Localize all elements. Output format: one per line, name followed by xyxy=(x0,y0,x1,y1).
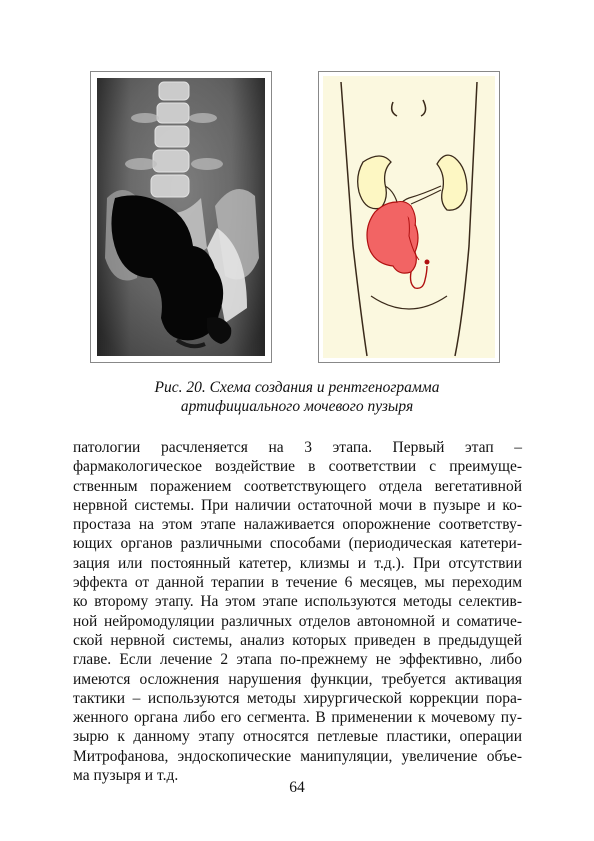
figures-row xyxy=(0,0,594,380)
xray-image-icon xyxy=(97,78,265,356)
text-line: женного органа либо его сегмента. В применении к мочевому пу- xyxy=(73,709,522,727)
text-line: главе. Если лечение 2 этапа по-прежнему не эффективно, либо xyxy=(73,651,522,669)
text-line: Митрофанова, эндоскопические манипуляции, увеличение объе- xyxy=(73,747,522,765)
caption-line: Рис. 20. Схема создания и рентгенограмма xyxy=(154,379,440,396)
text-line: ственным поражением соответствующего отдела вегетативной xyxy=(73,477,522,495)
text-line: имеются осложнения нарушения функции, требуется активация xyxy=(73,670,522,688)
caption-line: артифициального мочевого пузыря xyxy=(180,398,414,415)
text-line: патологии расчленяется на 3 этапа. Первый этап – xyxy=(73,439,522,456)
text-line: ской нервной системы, анализ которых приведен в предыдущей xyxy=(73,631,522,649)
text-line: ма пузыря и т.д. xyxy=(73,767,179,785)
page-number: 64 xyxy=(289,779,305,796)
text-line: ющих органов различными способами (периодическая катетери- xyxy=(73,535,522,553)
text-line: ной нейромодуляции различных отделов автономной и соматиче- xyxy=(73,612,522,630)
text-line: ко второму этапу. На этом этапе используются методы селектив- xyxy=(73,593,522,611)
body-paragraph xyxy=(73,438,522,785)
figure-caption xyxy=(0,378,594,416)
text-line: зырю к данному этапу относятся петлевые пластики, операции xyxy=(73,728,522,746)
text-line: простаза на этом этапе налаживается опорожнение соответству- xyxy=(73,516,522,534)
text-line: фармакологическое воздействие в соответствии с преимуще- xyxy=(73,458,522,476)
text-line: нервной системы. При наличии остаточной мочи в пузыре и ко- xyxy=(73,496,522,514)
xray-figure xyxy=(90,71,272,363)
bladder-diagram-icon xyxy=(323,76,495,358)
text-line: зация или постоянный катетер, клизмы и т.д.). При отсутствии xyxy=(73,554,522,572)
text-line: эффекта от данной терапии в течение 6 месяцев, мы переходим xyxy=(73,574,522,592)
bladder-diagram-figure xyxy=(318,71,500,363)
text-line: тактики – используются методы хирургической коррекции пора- xyxy=(73,689,522,707)
